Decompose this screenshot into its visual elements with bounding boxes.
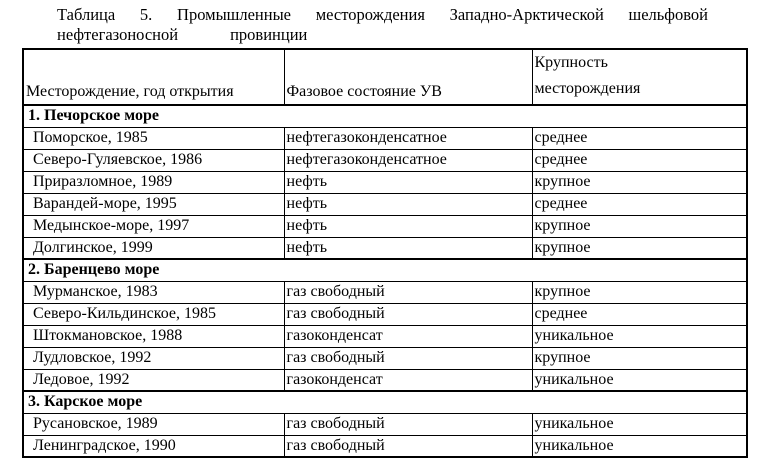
size-cell: крупное	[532, 347, 747, 369]
size-cell: среднее	[532, 149, 747, 171]
header-row	[23, 49, 747, 105]
phase-cell: газ свободный	[284, 435, 532, 457]
section-row-pechora-sea	[23, 105, 747, 127]
field-name-cell: Северо-Гуляевское, 1986	[23, 149, 284, 171]
field-name-cell: Долгинское, 1999	[23, 237, 284, 259]
table-row	[23, 237, 747, 259]
size-cell: среднее	[532, 303, 747, 325]
size-cell: среднее	[532, 127, 747, 149]
table-row	[23, 413, 747, 435]
field-name-cell: Русановское, 1989	[23, 413, 284, 435]
header-size-line2: месторождения	[534, 80, 641, 97]
header-size-line1: Крупность	[534, 54, 608, 71]
size-cell: уникальное	[532, 369, 747, 391]
phase-cell: газ свободный	[284, 303, 532, 325]
size-cell: крупное	[532, 215, 747, 237]
size-cell: уникальное	[532, 413, 747, 435]
section-label: 3. Карское море	[23, 391, 747, 413]
phase-cell: нефть	[284, 193, 532, 215]
phase-cell: газоконденсат	[284, 325, 532, 347]
table-row	[23, 193, 747, 215]
field-name-cell: Поморское, 1985	[23, 127, 284, 149]
table-row	[23, 171, 747, 193]
size-cell: среднее	[532, 193, 747, 215]
table-row	[23, 127, 747, 149]
field-name-cell: Мурманское, 1983	[23, 281, 284, 303]
table-row	[23, 347, 747, 369]
field-name-cell: Ленинградское, 1990	[23, 435, 284, 457]
table-row	[23, 303, 747, 325]
header-field-year: Месторождение, год открытия	[23, 49, 284, 105]
phase-cell: газ свободный	[284, 281, 532, 303]
table-row	[23, 149, 747, 171]
phase-cell: нефтегазоконденсатное	[284, 149, 532, 171]
size-cell: крупное	[532, 281, 747, 303]
field-name-cell: Медынское-море, 1997	[23, 215, 284, 237]
caption-line-1: Таблица 5. Промышленные месторождения Западно-Арктической шельфовой	[57, 5, 708, 24]
size-cell: крупное	[532, 171, 747, 193]
table-row	[23, 435, 747, 457]
caption-word-neftegazonosnoy: нефтегазоносной	[57, 25, 179, 44]
table-row	[23, 369, 747, 391]
size-cell: крупное	[532, 237, 747, 259]
table-row	[23, 215, 747, 237]
size-cell: уникальное	[532, 435, 747, 457]
field-name-cell: Северо-Кильдинское, 1985	[23, 303, 284, 325]
size-cell: уникальное	[532, 325, 747, 347]
phase-cell: нефтегазоконденсатное	[284, 127, 532, 149]
header-phase-state: Фазовое состояние УВ	[284, 49, 532, 105]
field-name-cell: Варандей-море, 1995	[23, 193, 284, 215]
table-row	[23, 325, 747, 347]
phase-cell: нефть	[284, 171, 532, 193]
phase-cell: газоконденсат	[284, 369, 532, 391]
phase-cell: газ свободный	[284, 347, 532, 369]
section-row-kara-sea	[23, 391, 747, 413]
caption-word-provintsii: провинции	[230, 25, 308, 44]
field-name-cell: Приразломное, 1989	[23, 171, 284, 193]
header-field-size	[532, 49, 747, 105]
section-label: 2. Баренцево море	[23, 259, 747, 281]
table-caption	[57, 5, 708, 45]
field-name-cell: Ледовое, 1992	[23, 369, 284, 391]
caption-line-2	[57, 25, 708, 45]
phase-cell: нефть	[284, 215, 532, 237]
table-row	[23, 281, 747, 303]
phase-cell: нефть	[284, 237, 532, 259]
section-label: 1. Печорское море	[23, 105, 747, 127]
fields-table	[22, 48, 748, 458]
field-name-cell: Лудловское, 1992	[23, 347, 284, 369]
section-row-barents-sea	[23, 259, 747, 281]
phase-cell: газ свободный	[284, 413, 532, 435]
field-name-cell: Штокмановское, 1988	[23, 325, 284, 347]
